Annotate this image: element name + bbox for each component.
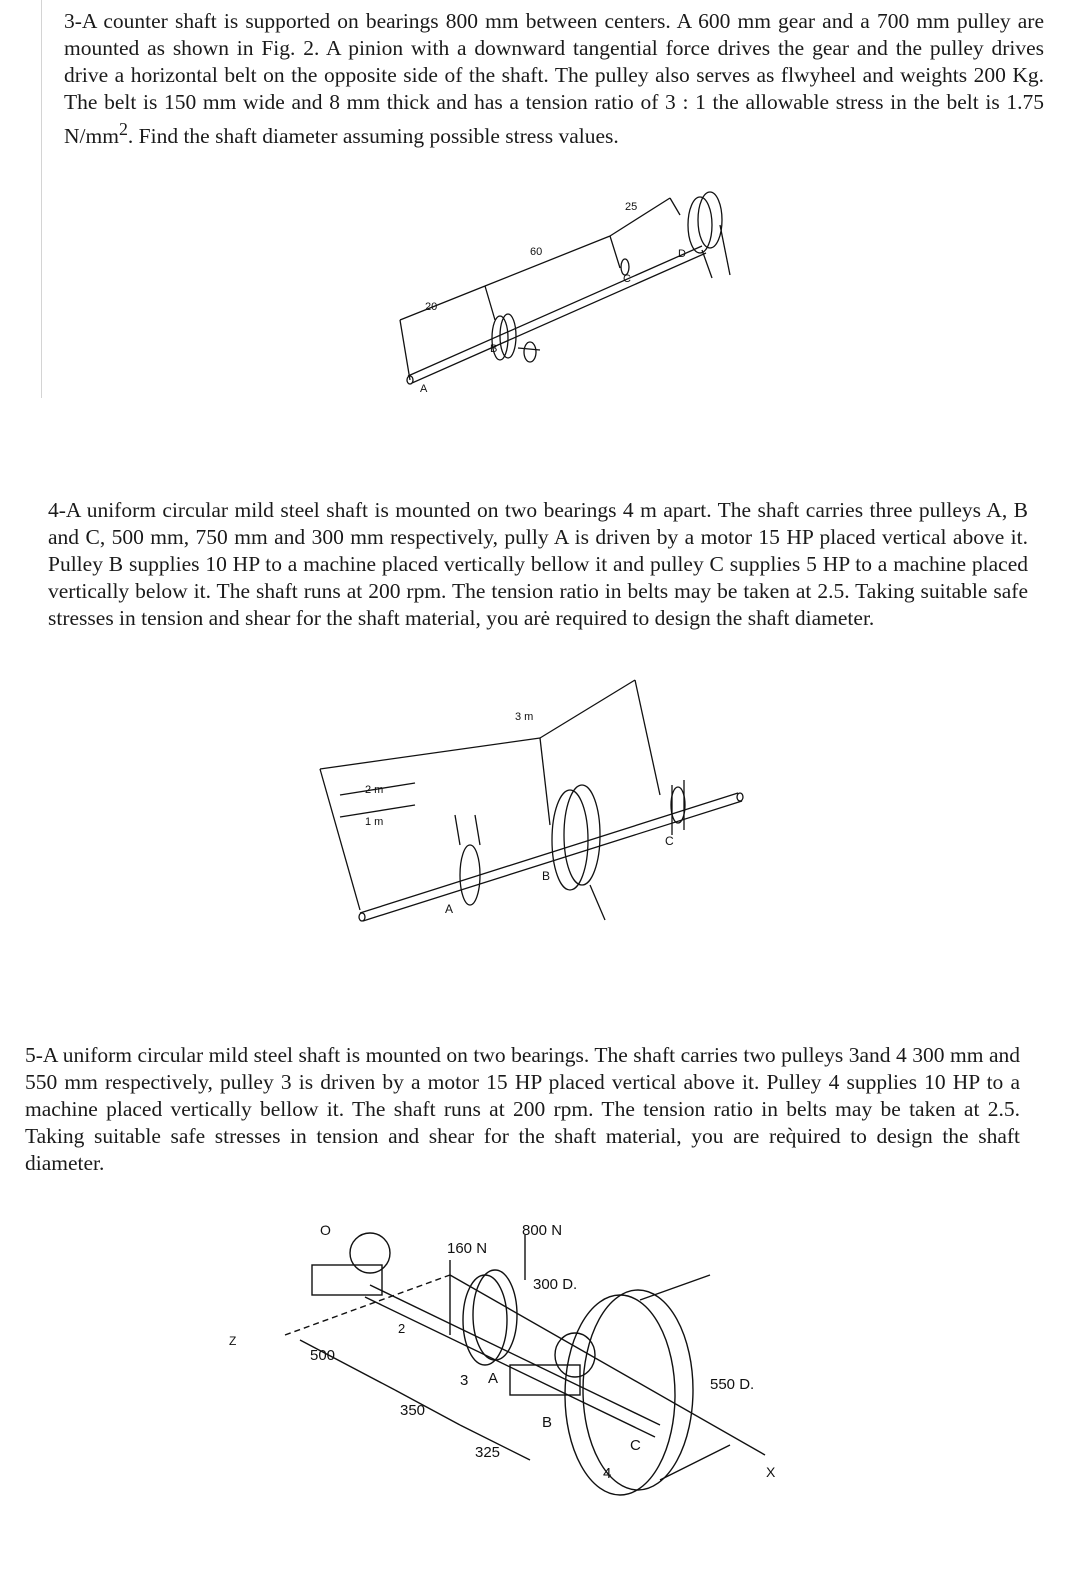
label-x: X [766,1464,776,1480]
label-2: 2 [398,1321,406,1336]
label-3: 3 [460,1372,469,1389]
dim-25-label: 25 [625,201,638,213]
label-b: B [542,869,551,883]
figure-problem-5 [220,1215,790,1505]
figure-problem-3 [380,180,760,395]
superscript-2: 2 [118,119,128,139]
label-a: A [488,1370,499,1387]
dim-325-label: 325 [475,1444,501,1461]
force-800n-label: 800 N [522,1222,563,1239]
label-c: C [665,834,674,848]
label-o: O [320,1222,331,1238]
label-a: A [445,902,454,916]
dim-1m-label: 1 m [365,816,384,828]
left-margin-line [41,0,42,398]
problem-3-text: 3-A counter shaft is supported on bearings 800 mm between centers. A 600 mm gear and a 700 mm pulley are mounted as shown in Fig. 2. A pinion with a downward tangential force drives the gear and the pulley drives drive a horizontal belt on the opposite side of the shaft. The pulley also serves as flwyheel and weights 200 Kg. The belt is 150 mm wide and 8 mm thick and has a tension ratio of 3 : 1 the allowable stress in the belt is 1.75 $N/mm^2$. Find the shaft diameter assuming possible stress values. [64,9,1044,149]
problem-5-text: 5-A uniform circular mild steel shaft is mounted on two bearings. The shaft carries two pulleys 3and 4 300 mm and 550 mm respectively, pulley 3 is driven by a motor 15 HP placed vertical above it. Pulley 4 supplies 10 HP to a machine placed vertically bellow it. The shaft runs at 200 rpm. The tension ratio in belts may be taken at 2.5. Taking suitable safe stresses in tension and shear for the shaft material, you are req̀uired to design the shaft diameter. [25,1043,1020,1175]
problem-4-text: 4-A uniform circular mild steel shaft is mounted on two bearings 4 m apart. The shaft carries three pulleys A, B and C, 500 mm, 750 mm and 300 mm respectively, pully A is driven by a motor 15 HP placed vertical above it. Pulley B supplies 10 HP to a machine placed vertically bellow it and pulley C supplies 5 HP to a machine placed vertically below it. The shaft runs at 200 rpm. The tension ratio in belts may be taken at 2.5. Taking suitable safe stresses in tension and shear for the shaft material, you arė required to design the shaft diameter. [48,498,1028,630]
dia-300-label: 300 D. [533,1276,578,1293]
label-c: C [623,273,631,285]
label-a: A [420,383,428,395]
force-160n-label: 160 N [447,1240,488,1257]
dim-3m-label: 3 m [515,711,534,723]
dim-20-label: 20 [425,301,438,313]
label-d: D [678,248,686,260]
dim-350-label: 350 [400,1402,426,1419]
dia-550-label: 550 D. [710,1376,755,1393]
dim-2m-label: 2 m [365,784,384,796]
label-z: Z [229,1334,237,1348]
label-b: B [542,1414,553,1431]
label-b: B [490,343,498,355]
label-4: 4 [603,1465,612,1482]
figure-problem-4 [310,665,760,935]
dim-60-label: 60 [530,246,543,258]
label-c: C [630,1437,641,1454]
dim-500-label: 500 [310,1347,336,1364]
